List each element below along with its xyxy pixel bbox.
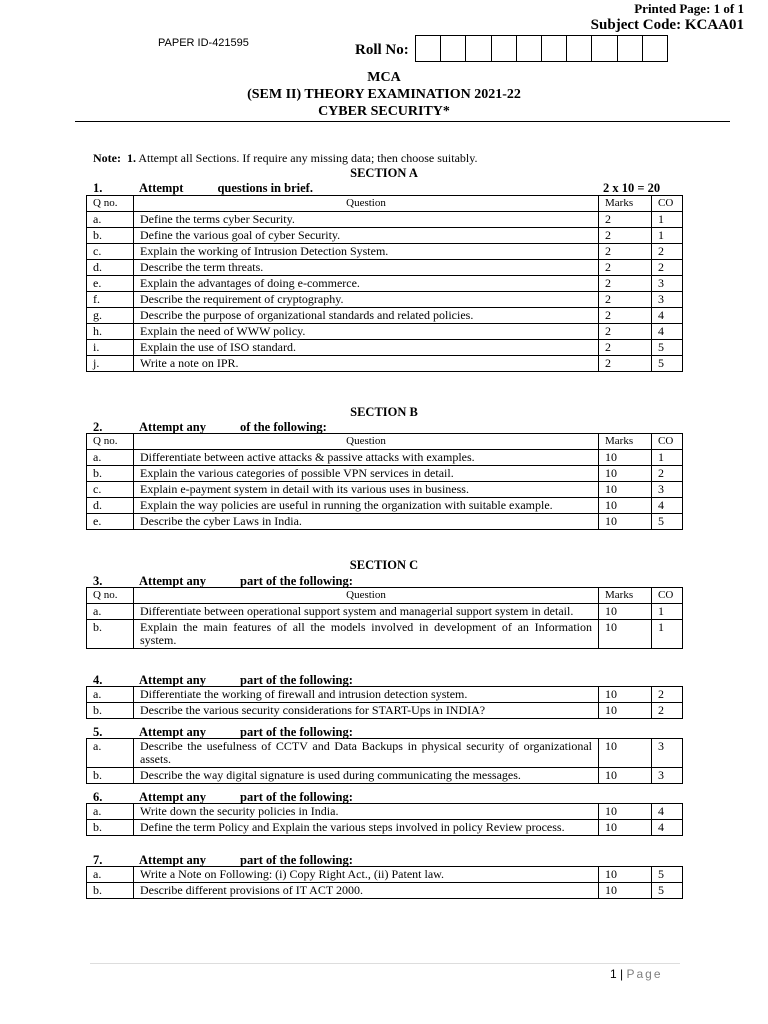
question-row — [87, 883, 683, 899]
question-marks: 2 — [599, 212, 652, 228]
table-header-col-marks: Marks — [599, 196, 652, 212]
question-text: Explain the use of ISO standard. — [134, 340, 599, 356]
question-label: b. — [87, 228, 134, 244]
table-header-row — [87, 588, 683, 604]
roll-no-digit-box — [441, 36, 466, 61]
question-row — [87, 482, 683, 498]
question-label: a. — [87, 867, 134, 883]
table-header-row — [87, 434, 683, 450]
question-text: Describe the purpose of organizational standards and related policies. — [134, 308, 599, 324]
course-title: MCA — [367, 70, 401, 85]
question-text: Explain the way policies are useful in running the organization with suitable example. — [134, 498, 599, 514]
page-number: 1 — [610, 967, 617, 981]
question-co: 2 — [652, 244, 683, 260]
question-label: c. — [87, 482, 134, 498]
question-text: Write a Note on Following: (i) Copy Right Act., (ii) Patent law. — [134, 867, 599, 883]
question-row — [87, 450, 683, 466]
question-text: Describe the usefulness of CCTV and Data Backups in physical security of organizational assets. — [134, 739, 599, 768]
question-row — [87, 604, 683, 620]
subject-code: Subject Code: KCAA01 — [590, 17, 744, 33]
roll-no-boxes — [415, 35, 668, 62]
question-text: Describe different provisions of IT ACT 2000. — [134, 883, 599, 899]
question-co: 5 — [652, 867, 683, 883]
question-label: e. — [87, 514, 134, 530]
table-header-col-qno: Q no. — [87, 196, 134, 212]
question-row — [87, 308, 683, 324]
question-marks: 2 — [599, 308, 652, 324]
question-co: 2 — [652, 687, 683, 703]
subject-title: CYBER SECURITY* — [318, 104, 450, 119]
question-label: b. — [87, 466, 134, 482]
question-co: 1 — [652, 620, 683, 649]
question-marks: 2 — [599, 260, 652, 276]
question-number: 4. — [93, 673, 103, 687]
question-instruction: Attempt any — [139, 725, 207, 739]
question-marks: 10 — [599, 883, 652, 899]
table-header-col-qno: Q no. — [87, 434, 134, 450]
question-co: 4 — [652, 820, 683, 836]
question-1-heading — [93, 181, 313, 196]
question-text: Differentiate the working of firewall and intrusion detection system. — [134, 687, 599, 703]
question-instruction-rest: part of the following: — [240, 790, 353, 804]
question-co: 4 — [652, 308, 683, 324]
table-header-col-co: CO — [652, 588, 683, 604]
question-marks: 10 — [599, 820, 652, 836]
question-co: 1 — [652, 604, 683, 620]
table-header-col-marks: Marks — [599, 588, 652, 604]
question-co: 3 — [652, 768, 683, 784]
table-header-col-qno: Q no. — [87, 588, 134, 604]
page-footer — [610, 967, 663, 981]
question-label: a. — [87, 212, 134, 228]
question-instruction: Attempt any — [139, 574, 207, 588]
table-header-col-question: Question — [134, 588, 599, 604]
question-co: 5 — [652, 356, 683, 372]
printed-page: Printed Page: 1 of 1 — [634, 1, 744, 16]
question-instruction: Attempt any — [139, 673, 207, 687]
question-row — [87, 620, 683, 649]
section-b-title: SECTION B — [350, 405, 418, 419]
roll-no-digit-box — [416, 36, 441, 61]
question-text: Describe the various security considerations for START-Ups in INDIA? — [134, 703, 599, 719]
question-co: 3 — [652, 276, 683, 292]
footer-divider — [90, 963, 680, 964]
question-row — [87, 212, 683, 228]
question-label: d. — [87, 260, 134, 276]
question-row — [87, 703, 683, 719]
question-text: Differentiate between active attacks & passive attacks with examples. — [134, 450, 599, 466]
question-marks: 10 — [599, 867, 652, 883]
question-text: Explain the need of WWW policy. — [134, 324, 599, 340]
question-instruction-rest: questions in brief. — [217, 181, 313, 195]
question-label: b. — [87, 703, 134, 719]
section-c-table — [86, 803, 683, 836]
question-co: 3 — [652, 482, 683, 498]
question-row — [87, 340, 683, 356]
section-b-table — [86, 433, 683, 530]
roll-no-digit-box — [618, 36, 643, 61]
question-text: Explain the main features of all the models involved in development of an Information system. — [134, 620, 599, 649]
table-header-col-question: Question — [134, 434, 599, 450]
table-header-col-co: CO — [652, 434, 683, 450]
roll-no-digit-box — [643, 36, 668, 61]
question-marks: 10 — [599, 768, 652, 784]
question-instruction-rest: part of the following: — [240, 725, 353, 739]
note — [93, 151, 477, 166]
section-c-table — [86, 686, 683, 719]
section-c-title: SECTION C — [349, 558, 419, 572]
question-label: f. — [87, 292, 134, 308]
question-marks: 10 — [599, 703, 652, 719]
question-label: b. — [87, 883, 134, 899]
question-marks: 10 — [599, 450, 652, 466]
question-number: 3. — [93, 574, 103, 588]
question-marks: 2 — [599, 356, 652, 372]
roll-no-digit-box — [466, 36, 491, 61]
question-marks: 10 — [599, 687, 652, 703]
question-co: 2 — [652, 703, 683, 719]
question-text: Explain the various categories of possible VPN services in detail. — [134, 466, 599, 482]
question-text: Define the term Policy and Explain the various steps involved in policy Review process. — [134, 820, 599, 836]
question-instruction: Attempt — [139, 181, 184, 195]
roll-no-digit-box — [542, 36, 567, 61]
question-marks: 10 — [599, 620, 652, 649]
question-marks: 10 — [599, 739, 652, 768]
question-number: 5. — [93, 725, 103, 739]
question-label: b. — [87, 768, 134, 784]
question-marks: 2 — [599, 276, 652, 292]
question-label: e. — [87, 276, 134, 292]
question-row — [87, 260, 683, 276]
question-text: Write down the security policies in India. — [134, 804, 599, 820]
question-instruction-rest: part of the following: — [240, 574, 353, 588]
question-marks: 10 — [599, 514, 652, 530]
question-row — [87, 292, 683, 308]
question-row — [87, 498, 683, 514]
question-row — [87, 820, 683, 836]
section-c-table — [86, 738, 683, 784]
question-text: Write a note on IPR. — [134, 356, 599, 372]
question-instruction-rest: of the following: — [240, 420, 327, 434]
question-row — [87, 466, 683, 482]
question-co: 4 — [652, 804, 683, 820]
question-number: 1. — [93, 181, 103, 195]
question-label: c. — [87, 244, 134, 260]
note-number: 1. — [126, 151, 136, 165]
question-row — [87, 324, 683, 340]
barcode-image — [90, 13, 315, 35]
question-text: Define the various goal of cyber Security. — [134, 228, 599, 244]
question-row — [87, 276, 683, 292]
question-marks: 10 — [599, 604, 652, 620]
header-divider — [75, 121, 730, 122]
table-header-col-marks: Marks — [599, 434, 652, 450]
question-co: 4 — [652, 498, 683, 514]
question-row — [87, 228, 683, 244]
question-co: 3 — [652, 292, 683, 308]
question-label: a. — [87, 687, 134, 703]
roll-no-digit-box — [592, 36, 617, 61]
question-label: i. — [87, 340, 134, 356]
page-word: Page — [626, 967, 663, 981]
question-label: a. — [87, 450, 134, 466]
question-row — [87, 804, 683, 820]
question-row — [87, 867, 683, 883]
table-header-row — [87, 196, 683, 212]
question-instruction-rest: part of the following: — [240, 673, 353, 687]
roll-no-digit-box — [567, 36, 592, 61]
question-instruction: Attempt any — [139, 790, 207, 804]
question-row — [87, 356, 683, 372]
page-separator: | — [620, 967, 624, 981]
question-label: a. — [87, 739, 134, 768]
question-row — [87, 244, 683, 260]
question-row — [87, 739, 683, 768]
question-marks: 2 — [599, 292, 652, 308]
question-co: 2 — [652, 260, 683, 276]
section-c-table — [86, 587, 683, 649]
question-label: h. — [87, 324, 134, 340]
question-label: b. — [87, 620, 134, 649]
note-text: Attempt all Sections. If require any missing data; then choose suitably. — [138, 151, 478, 165]
question-text: Explain the advantages of doing e-commerce. — [134, 276, 599, 292]
question-co: 5 — [652, 883, 683, 899]
question-text: Describe the cyber Laws in India. — [134, 514, 599, 530]
question-marks: 10 — [599, 498, 652, 514]
question-number: 6. — [93, 790, 103, 804]
section-a-marks: 2 x 10 = 20 — [603, 181, 661, 195]
question-label: a. — [87, 604, 134, 620]
question-co: 4 — [652, 324, 683, 340]
question-row — [87, 768, 683, 784]
question-label: d. — [87, 498, 134, 514]
question-text: Describe the requirement of cryptography. — [134, 292, 599, 308]
question-marks: 10 — [599, 804, 652, 820]
question-co: 2 — [652, 466, 683, 482]
table-header-col-question: Question — [134, 196, 599, 212]
question-text: Describe the way digital signature is used during communicating the messages. — [134, 768, 599, 784]
question-co: 5 — [652, 340, 683, 356]
question-co: 1 — [652, 450, 683, 466]
question-marks: 10 — [599, 482, 652, 498]
question-text: Explain e-payment system in detail with its various uses in business. — [134, 482, 599, 498]
roll-no-digit-box — [517, 36, 542, 61]
paper-id: PAPER ID-421595 — [158, 37, 249, 49]
question-label: a. — [87, 804, 134, 820]
question-number: 2. — [93, 420, 103, 434]
roll-no-digit-box — [492, 36, 517, 61]
question-row — [87, 687, 683, 703]
note-label: Note: — [93, 151, 121, 165]
question-instruction: Attempt any — [139, 420, 207, 434]
question-marks: 2 — [599, 244, 652, 260]
question-number: 7. — [93, 853, 103, 867]
roll-no-label: Roll No: — [355, 42, 409, 58]
question-marks: 2 — [599, 340, 652, 356]
section-a-table — [86, 195, 683, 372]
question-text: Differentiate between operational support system and managerial support system in detail. — [134, 604, 599, 620]
question-co: 1 — [652, 228, 683, 244]
section-a-title: SECTION A — [350, 166, 418, 180]
question-marks: 10 — [599, 466, 652, 482]
question-co: 5 — [652, 514, 683, 530]
exam-title: (SEM II) THEORY EXAMINATION 2021-22 — [247, 87, 521, 102]
question-text: Describe the term threats. — [134, 260, 599, 276]
question-instruction-rest: part of the following: — [240, 853, 353, 867]
question-co: 1 — [652, 212, 683, 228]
question-instruction: Attempt any — [139, 853, 207, 867]
question-label: j. — [87, 356, 134, 372]
question-text: Explain the working of Intrusion Detection System. — [134, 244, 599, 260]
section-c-table — [86, 866, 683, 899]
question-text: Define the terms cyber Security. — [134, 212, 599, 228]
question-label: g. — [87, 308, 134, 324]
question-row — [87, 514, 683, 530]
table-header-col-co: CO — [652, 196, 683, 212]
question-co: 3 — [652, 739, 683, 768]
question-marks: 2 — [599, 324, 652, 340]
question-label: b. — [87, 820, 134, 836]
question-marks: 2 — [599, 228, 652, 244]
